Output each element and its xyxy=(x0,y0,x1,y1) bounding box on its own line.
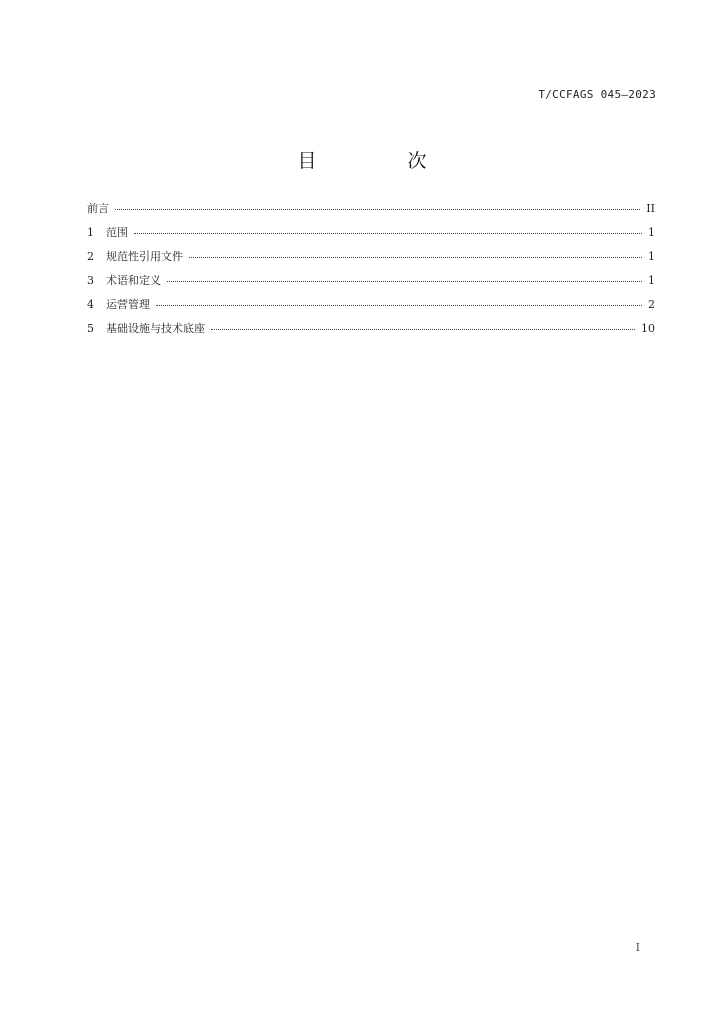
toc-dot-leader xyxy=(211,328,635,330)
toc-entry-number: 1 xyxy=(87,226,94,239)
toc-entry-page: 1 xyxy=(648,250,655,263)
toc-entry-page: 10 xyxy=(641,322,655,335)
toc-dot-leader xyxy=(115,208,640,210)
toc-entry-text: 规范性引用文件 xyxy=(106,250,183,263)
table-of-contents xyxy=(87,200,655,344)
toc-dot-leader xyxy=(134,232,642,234)
page-number: I xyxy=(635,941,640,954)
toc-entry-number: 4 xyxy=(87,298,94,311)
toc-entry-text: 运营管理 xyxy=(106,298,150,311)
toc-dot-leader xyxy=(189,256,642,258)
toc-entry-number: 5 xyxy=(87,322,94,335)
toc-entry-text: 范围 xyxy=(106,226,128,239)
toc-entry-text: 术语和定义 xyxy=(106,274,161,287)
toc-dot-leader xyxy=(156,304,642,306)
toc-entry-normative-references[interactable] xyxy=(87,248,655,272)
toc-entry-terms-definitions[interactable] xyxy=(87,272,655,296)
toc-entry-number: 3 xyxy=(87,274,94,287)
toc-entry-text: 基础设施与技术底座 xyxy=(106,322,205,335)
toc-entry-operations-management[interactable] xyxy=(87,296,655,320)
toc-dot-leader xyxy=(167,280,642,282)
toc-entry-page: 1 xyxy=(648,274,655,287)
toc-entry-page: 1 xyxy=(648,226,655,239)
toc-entry-scope[interactable] xyxy=(87,224,655,248)
toc-entry-foreword[interactable] xyxy=(87,200,655,224)
toc-entry-infrastructure[interactable] xyxy=(87,320,655,344)
toc-entry-page: 2 xyxy=(648,298,655,311)
toc-entry-text: 前言 xyxy=(87,202,109,215)
document-code: T/CCFAGS 045—2023 xyxy=(538,88,656,101)
toc-title: 目 次 xyxy=(297,150,463,172)
toc-entry-number: 2 xyxy=(87,250,94,263)
toc-entry-page: II xyxy=(646,202,655,215)
